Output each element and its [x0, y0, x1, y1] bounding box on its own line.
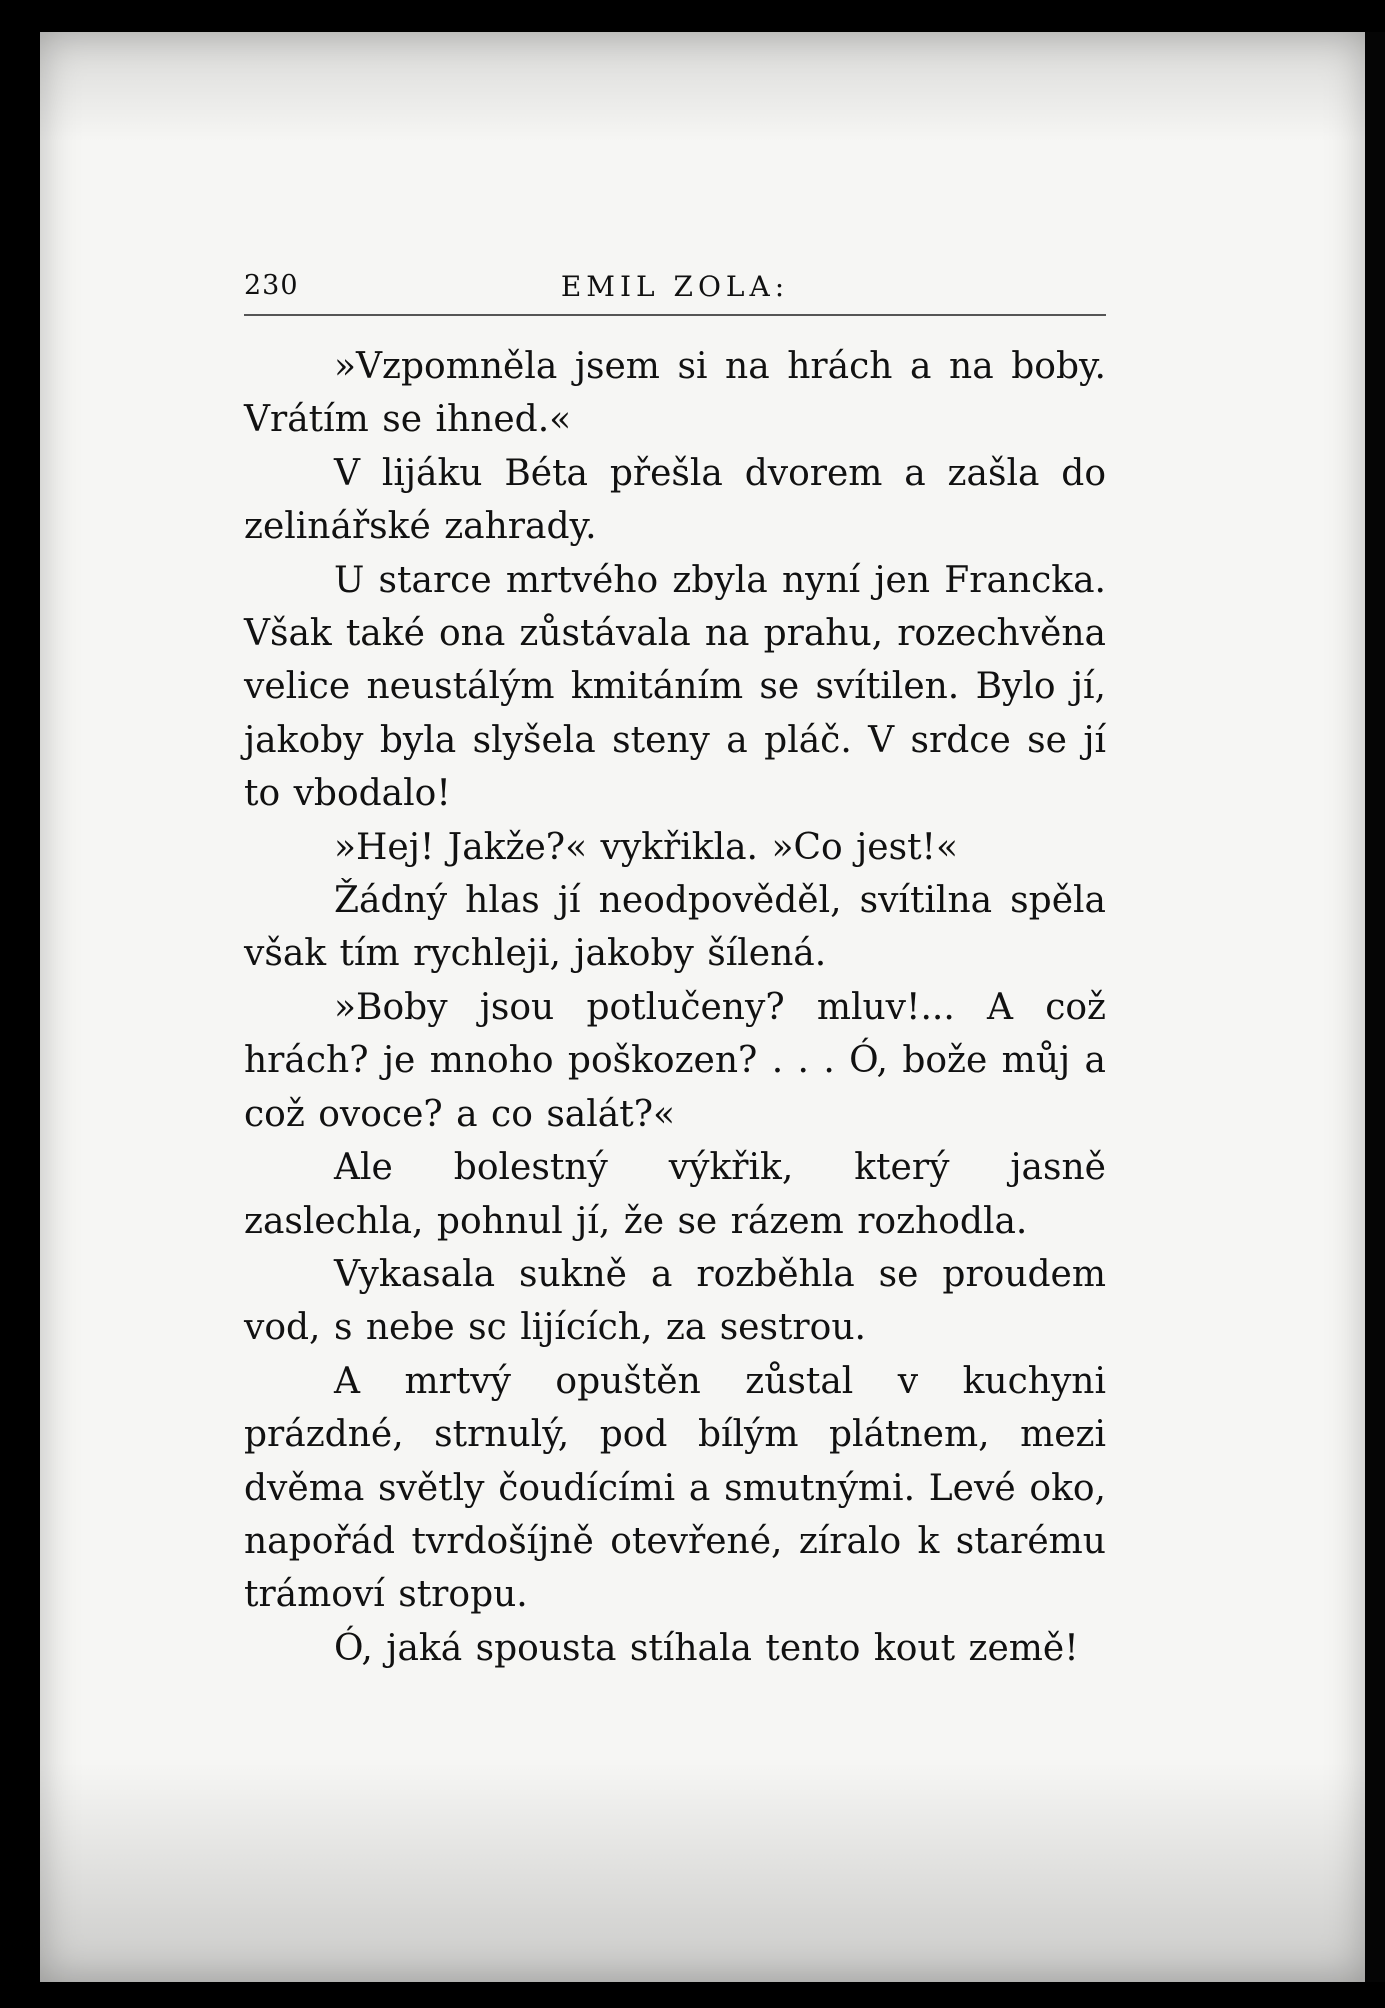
header-rule	[244, 314, 1106, 316]
paragraph-2: V lijáku Béta přešla dvorem a zašla do zelinářské zahrady.	[244, 452, 1106, 548]
paragraph-4: »Hej! Jakže?« vykřikla. »Co jest!«	[334, 826, 959, 868]
paragraph-9: A mrtvý opuštěn zůstal v kuchyni prázdné, strnulý, pod bílým plátnem, mezi dvěma světly čoudícími a smutnými. Levé oko, napořád tvrdošíjně otevřené, zíralo k starému trámoví stropu.	[244, 1360, 1106, 1616]
paragraph-5: Žádný hlas jí neodpověděl, svítilna spěla však tím rychleji, jakoby šílená.	[244, 880, 1106, 975]
book-page	[244, 262, 1106, 1675]
scan-edge	[1365, 32, 1385, 1982]
running-head	[244, 262, 1106, 306]
paragraph-6: »Boby jsou potlučeny? mluv!... A což hrách? je mnoho poškozen? . . . Ó, bože můj a což ovoce? a co salát?«	[244, 986, 1106, 1135]
paragraph-7: Ale bolestný výkřik, který jasně zaslechla, pohnul jí, že se rázem rozhodla.	[244, 1147, 1106, 1242]
body-text	[244, 340, 1106, 1675]
paragraph-1: »Vzpomněla jsem si na hrách a na boby. Vrátím se ihned.«	[244, 346, 1106, 441]
running-title: EMIL ZOLA:	[560, 270, 790, 303]
paragraph-8: Vykasala sukně a rozběhla se proudem vod, s nebe sc lijících, za sestrou.	[244, 1253, 1106, 1349]
page-number: 230	[244, 270, 299, 301]
paragraph-3: U starce mrtvého zbyla nyní jen Francka. Však také ona zůstávala na prahu, rozechvěna velice neustálým kmitáním se svítilen. Bylo jí, jakoby byla slyšela steny a pláč. V srdce se jí to vbodalo!	[244, 559, 1106, 815]
paragraph-10: Ó, jaká spousta stíhala tento kout země!	[334, 1627, 1079, 1669]
